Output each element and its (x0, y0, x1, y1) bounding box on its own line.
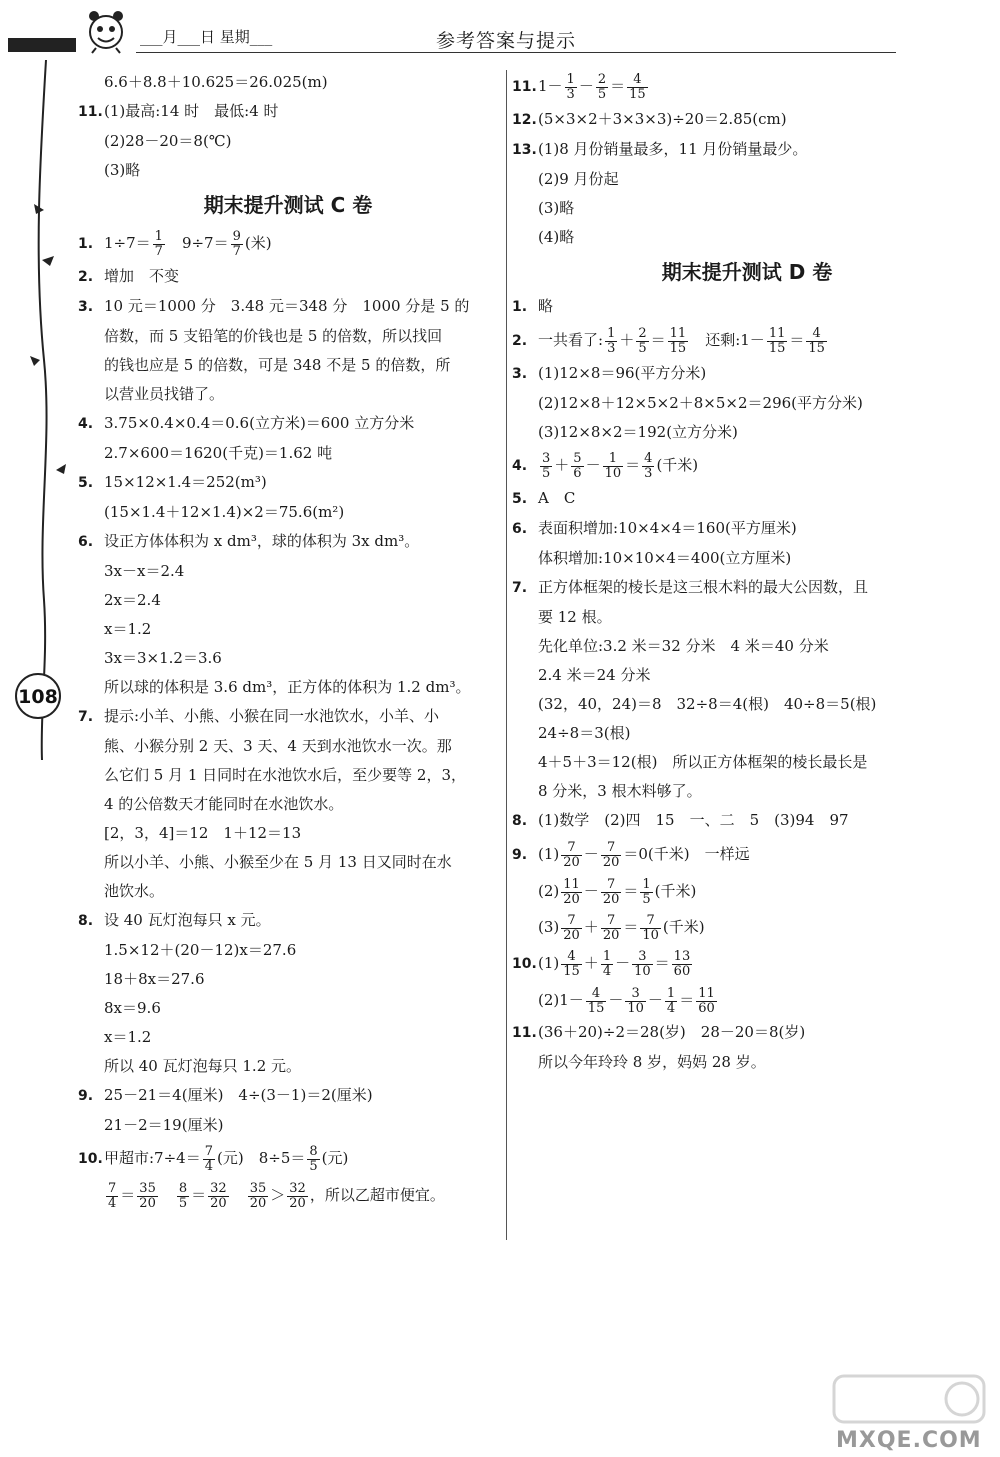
answer-line (78, 644, 498, 673)
answer-text: (1)最高:14 时 最低:4 时 (104, 102, 279, 120)
answer-text: 所以球的体积是 3.6 dm³，正方体的体积为 1.2 dm³。 (104, 678, 471, 696)
answer-text: 先化单位:3.2 米＝32 分米 4 米＝40 分米 (538, 637, 829, 655)
answer-line (512, 484, 982, 514)
answer-line (512, 389, 982, 418)
answer-text: 6.6＋8.8＋10.625＝26.025(m) (104, 73, 328, 91)
answer-line (512, 514, 982, 544)
page-title: 参考答案与提示 (436, 30, 577, 52)
answer-text: (4)略 (538, 228, 575, 246)
question-number: 1. (78, 236, 94, 252)
answer-line (78, 498, 498, 527)
answer-text: (1)8 月份销量最多，11 月份销量最少。 (538, 140, 808, 158)
answer-text: 15×12×1.4＝252(m³) (104, 473, 267, 491)
fraction: $\frac{32}{20}$ (210, 1180, 227, 1211)
answer-line (512, 661, 982, 690)
answer-line (78, 761, 498, 790)
answer-text: 以营业员找错了。 (104, 385, 225, 403)
answer-line (512, 223, 982, 252)
fraction: $\frac{11}{15}$ (669, 325, 687, 356)
question-number: 10. (78, 1151, 103, 1167)
question-number: 12. (512, 112, 537, 128)
question-number: 3. (512, 366, 528, 382)
fraction: $\frac{2}{5}$ (597, 71, 607, 102)
answer-line (78, 322, 498, 351)
answer-line (78, 673, 498, 702)
answer-line (78, 409, 498, 439)
question-number: 7. (512, 580, 528, 596)
fraction: $\frac{11}{60}$ (698, 985, 715, 1016)
answer-line (78, 1081, 498, 1111)
answer-text: 略 (538, 297, 554, 315)
answer-text: 池饮水。 (104, 882, 165, 900)
header-bar (8, 38, 76, 52)
fraction: $\frac{4}{15}$ (808, 325, 825, 356)
answer-text: 1÷7＝ $\frac{1}{7}$ 9÷7＝ $\frac{9}{7}$ (米) (104, 228, 272, 259)
answer-line (78, 994, 498, 1023)
answer-line (512, 322, 982, 359)
answer-line (78, 877, 498, 906)
answer-line (78, 439, 498, 468)
question-number: 4. (78, 416, 94, 432)
answer-text: (2) $\frac{11}{20}$ － $\frac{7}{20}$ ＝ $\frac{1}{5}$ (千米) (538, 876, 697, 907)
answer-line (512, 603, 982, 632)
answer-line (512, 135, 982, 165)
answer-line (512, 719, 982, 748)
answer-text: 要 12 根。 (538, 608, 612, 626)
answer-text: 表面积增加:10×4×4＝160(平方厘米) (538, 519, 797, 537)
page-number-badge (14, 672, 62, 720)
question-number: 13. (512, 142, 537, 158)
answer-text: 8 分米，3 根木料够了。 (538, 782, 702, 800)
answer-text: 所以 40 瓦灯泡每只 1.2 元。 (104, 1057, 302, 1075)
fraction: $\frac{4}{3}$ (644, 450, 653, 481)
question-number: 6. (512, 521, 528, 537)
answer-text: 2x＝2.4 (104, 591, 161, 609)
answer-text: 设 40 瓦灯泡每只 x 元。 (104, 911, 271, 929)
answer-text: 么它们 5 月 1 日同时在水池饮水后，至少要等 2，3， (104, 766, 467, 784)
fraction: $\frac{1}{10}$ (604, 450, 622, 481)
fraction: $\frac{32}{20}$ (289, 1180, 306, 1211)
answer-line (512, 544, 982, 573)
answer-text: 所以小羊、小熊、小猴至少在 5 月 13 日又同时在水 (104, 853, 452, 871)
answer-text: 10 元＝1000 分 3.48 元＝348 分 1000 分是 5 的 (104, 297, 470, 315)
answer-text: 18＋8x＝27.6 (104, 970, 205, 988)
answer-text: (5×3×2＋3×3×3)÷20＝2.85(cm) (538, 110, 787, 128)
question-number: 4. (512, 458, 528, 474)
answer-line (78, 1177, 498, 1213)
fraction: $\frac{7}{10}$ (642, 912, 659, 943)
answer-text: (2)12×8＋12×5×2＋8×5×2＝296(平方分米) (538, 394, 863, 412)
answer-line (512, 982, 982, 1018)
answer-line (78, 380, 498, 409)
fraction: $\frac{7}{20}$ (602, 912, 620, 943)
section-heading: 期末提升测试 D 卷 (661, 260, 833, 284)
answer-line (512, 748, 982, 777)
fraction: $\frac{8}{5}$ (178, 1180, 188, 1211)
answer-line (78, 1052, 498, 1081)
answer-line (512, 194, 982, 223)
answer-text: (15×1.4＋12×1.4)×2＝75.6(m²) (104, 503, 345, 521)
fraction: $\frac{4}{15}$ (629, 71, 646, 102)
answer-text: 4 的公倍数天才能同时在水池饮水。 (104, 795, 344, 813)
answer-text: [2，3，4]＝12 1＋12＝13 (104, 824, 302, 842)
answer-line (512, 447, 982, 484)
answer-text: A C (538, 489, 576, 507)
fraction: $\frac{3}{10}$ (634, 948, 651, 979)
fraction: $\frac{1}{3}$ (607, 325, 616, 356)
answer-text: 1.5×12＋(20－12)x＝27.6 (104, 941, 297, 959)
fraction: $\frac{3}{5}$ (542, 450, 551, 481)
answer-line (512, 836, 982, 873)
fraction: $\frac{3}{10}$ (627, 985, 644, 1016)
answer-text: 8x＝9.6 (104, 999, 161, 1017)
fraction: $\frac{7}{20}$ (602, 876, 620, 907)
answer-line (78, 615, 498, 644)
question-number: 8. (512, 813, 528, 829)
answer-text: 25－21＝4(厘米) 4÷(3－1)＝2(厘米) (104, 1086, 373, 1104)
answer-line (78, 1140, 498, 1177)
answer-text: 3.75×0.4×0.4＝0.6(立方米)＝600 立方分米 (104, 414, 415, 432)
answer-text: 2.4 米＝24 分米 (538, 666, 651, 684)
question-number: 2. (512, 333, 528, 349)
answer-text: 1－ $\frac{1}{3}$ － $\frac{2}{5}$ ＝ $\frac{4}{15}$ (538, 71, 646, 102)
answer-line (78, 68, 498, 97)
answer-line (512, 1018, 982, 1048)
answer-text: $\frac{7}{4}$ ＝ $\frac{35}{20}$ $\frac{8}{5}$ ＝ $\frac{32}{20}$ $\frac{35}{20}$ ＞ $\frac{32}{20}$ ，所以乙超市便宜。 (108, 1180, 445, 1211)
fraction: $\frac{2}{5}$ (638, 325, 647, 356)
answer-text: 21－2＝19(厘米) (104, 1116, 224, 1134)
answer-text: $\frac{3}{5}$ ＋ $\frac{5}{6}$ － $\frac{1}{10}$ ＝ $\frac{4}{3}$ (千米) (542, 450, 699, 481)
question-number: 9. (78, 1088, 94, 1104)
answer-text: x＝1.2 (104, 1028, 152, 1046)
question-number: 8. (78, 913, 94, 929)
answer-text: 倍数，而 5 支铅笔的价钱也是 5 的倍数，所以找回 (104, 327, 443, 345)
answer-line (78, 557, 498, 586)
question-number: 9. (512, 847, 528, 863)
page-header (0, 0, 1000, 60)
answer-line (512, 909, 982, 945)
answer-line (78, 965, 498, 994)
fraction: $\frac{8}{5}$ (309, 1143, 318, 1174)
fraction: $\frac{1}{7}$ (154, 228, 163, 259)
answer-text: (32，40，24)＝8 32÷8＝4(根) 40÷8＝5(根) (538, 695, 877, 713)
question-number: 10. (512, 956, 537, 972)
fraction: $\frac{7}{20}$ (563, 912, 580, 943)
fraction: $\frac{9}{7}$ (232, 228, 241, 259)
answer-line (78, 156, 498, 185)
question-number: 11. (512, 79, 537, 95)
question-number: 11. (78, 104, 103, 120)
answer-line (78, 732, 498, 761)
answer-line (78, 1023, 498, 1052)
answer-text: (2)9 月份起 (538, 170, 619, 188)
answer-line (78, 790, 498, 819)
answer-text: (1)数学 (2)四 15 一、二 5 (3)94 97 (538, 811, 849, 829)
answer-line (512, 573, 982, 603)
answer-text: 提示:小羊、小熊、小猴在同一水池饮水，小羊、小 (104, 707, 440, 725)
answer-text: 设正方体体积为 x dm³，球的体积为 3x dm³。 (104, 532, 420, 550)
answer-text: (1) $\frac{7}{20}$ － $\frac{7}{20}$ ＝0(千米) 一样远 (538, 839, 750, 870)
column-divider (506, 70, 507, 1240)
right-column (512, 68, 982, 1077)
answer-text: (3)略 (538, 199, 575, 217)
answer-line (512, 359, 982, 389)
answer-text: 熊、小猴分别 2 天、3 天、4 天到水池饮水一次。那 (104, 737, 452, 755)
answer-line (512, 292, 982, 322)
page-number-circle-icon (14, 672, 62, 720)
answer-text: 3x－x＝2.4 (104, 562, 185, 580)
fraction: $\frac{7}{4}$ (204, 1143, 213, 1174)
question-number: 11. (512, 1025, 537, 1041)
answer-text: 增加 不变 (104, 267, 180, 285)
answer-text: 体积增加:10×10×4＝400(立方厘米) (538, 549, 792, 567)
answer-line (512, 1048, 982, 1077)
answer-text: (2)28－20＝8(℃) (104, 132, 232, 150)
watermark-text: MXQE.COM (836, 1428, 982, 1453)
answer-line (78, 262, 498, 292)
fraction: $\frac{1}{5}$ (642, 876, 651, 907)
answer-line (78, 97, 498, 127)
answer-text: x＝1.2 (104, 620, 152, 638)
fraction: $\frac{5}{6}$ (573, 450, 582, 481)
answer-line (512, 806, 982, 836)
date-line: ___月___日 星期___ (140, 28, 273, 46)
fraction: $\frac{1}{4}$ (602, 948, 612, 979)
fraction: $\frac{4}{15}$ (563, 948, 580, 979)
answer-text: 所以今年玲玲 8 岁，妈妈 28 岁。 (538, 1053, 766, 1071)
answer-line (512, 105, 982, 135)
fraction: $\frac{11}{20}$ (563, 876, 580, 907)
answer-text: 2.7×600＝1620(千克)＝1.62 吨 (104, 444, 333, 462)
fraction: $\frac{4}{15}$ (587, 985, 605, 1016)
fraction: $\frac{1}{3}$ (566, 71, 575, 102)
answer-line (78, 351, 498, 380)
question-number: 7. (78, 709, 94, 725)
answer-text: (1) $\frac{4}{15}$ ＋ $\frac{1}{4}$ － $\frac{3}{10}$ ＝ $\frac{13}{60}$ (538, 948, 691, 979)
answer-line (78, 1111, 498, 1140)
answer-line (512, 632, 982, 661)
answer-text: 4＋5＋3＝12(根) 所以正方体框架的棱长最长是 (538, 753, 868, 771)
fraction: $\frac{35}{20}$ (139, 1180, 156, 1211)
question-number: 2. (78, 269, 94, 285)
answer-text: 3x＝3×1.2＝3.6 (104, 649, 222, 667)
header-rule (136, 52, 896, 53)
answer-line (78, 468, 498, 498)
answer-line (512, 690, 982, 719)
answer-line (78, 292, 498, 322)
answer-line (512, 945, 982, 982)
answer-text: 正方体框架的棱长是这三根木料的最大公因数，且 (538, 578, 869, 596)
fraction: $\frac{13}{60}$ (673, 948, 691, 979)
answer-line (512, 68, 982, 105)
answer-line (78, 702, 498, 732)
answer-line (512, 777, 982, 806)
question-number: 6. (78, 534, 94, 550)
answer-line (512, 873, 982, 909)
fraction: $\frac{7}{20}$ (563, 839, 580, 870)
answer-text: 24÷8＝3(根) (538, 724, 631, 742)
answer-text: (36＋20)÷2＝28(岁) 28－20＝8(岁) (538, 1023, 806, 1041)
answer-text: (3) $\frac{7}{20}$ ＋ $\frac{7}{20}$ ＝ $\frac{7}{10}$ (千米) (538, 912, 705, 943)
fraction: $\frac{35}{20}$ (249, 1180, 267, 1211)
answer-text: (1)12×8＝96(平方分米) (538, 364, 707, 382)
answer-line (78, 848, 498, 877)
section-heading: 期末提升测试 C 卷 (203, 193, 373, 217)
page-number: 108 (18, 686, 58, 708)
fraction: $\frac{7}{20}$ (602, 839, 620, 870)
answer-line (78, 127, 498, 156)
alarm-clock-mascot-icon (82, 6, 130, 54)
answer-text: (3)略 (104, 161, 141, 179)
answer-line (78, 906, 498, 936)
fraction: $\frac{11}{15}$ (768, 325, 786, 356)
question-number: 5. (512, 491, 528, 507)
question-number: 3. (78, 299, 94, 315)
answer-line (78, 225, 498, 262)
answer-line (78, 819, 498, 848)
answer-text: (3)12×8×2＝192(立方分米) (538, 423, 738, 441)
answer-line (512, 418, 982, 447)
fraction: $\frac{7}{4}$ (108, 1180, 117, 1211)
fraction: $\frac{1}{4}$ (666, 985, 676, 1016)
answer-line (78, 936, 498, 965)
question-number: 1. (512, 299, 528, 315)
answer-text: 甲超市:7÷4＝ $\frac{7}{4}$ (元) 8÷5＝ $\frac{8}{5}$ (元) (104, 1143, 349, 1174)
answer-line (78, 527, 498, 557)
left-column (78, 68, 498, 1213)
answer-text: 一共看了: $\frac{1}{3}$ ＋ $\frac{2}{5}$ ＝ $\frac{11}{15}$ 还剩:1－ $\frac{11}{15}$ ＝ $\frac{4}{15}$ (538, 325, 825, 356)
answer-text: (2)1－ $\frac{4}{15}$ － $\frac{3}{10}$ － $\frac{1}{4}$ ＝ $\frac{11}{60}$ (538, 985, 715, 1016)
answer-line (78, 586, 498, 615)
question-number: 5. (78, 475, 94, 491)
answer-line (512, 165, 982, 194)
answer-text: 的钱也应是 5 的倍数，可是 348 不是 5 的倍数，所 (104, 356, 451, 374)
